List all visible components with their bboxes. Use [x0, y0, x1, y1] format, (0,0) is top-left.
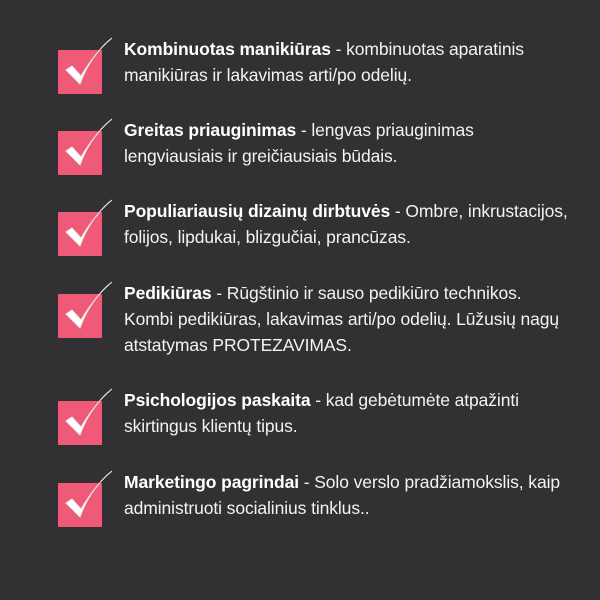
list-item-description: - Solo verslo pradžiamokslis, kaip administruoti socialinius tinklus..	[124, 472, 561, 518]
list-item	[58, 36, 578, 94]
list-item-title: Marketingo pagrindai	[124, 472, 299, 492]
list-item-text	[124, 280, 574, 358]
list-item-description: - Rūgštinio ir sauso pedikiūro technikos. Kombi pedikiūras, lakavimas arti/po odelių. Lūžusių nagų atstatymas PROTEZAVIMAS.	[124, 283, 560, 355]
list-item-text	[124, 469, 574, 521]
list-item-description: - kombinuotas aparatinis manikiūras ir lakavimas arti/po odelių.	[124, 39, 524, 85]
checkmark-icon	[60, 278, 118, 340]
checkbox-icon	[58, 483, 102, 527]
list-item-title: Populiariausių dizainų dirbtuvės	[124, 201, 391, 221]
checkmark-icon	[60, 34, 118, 96]
checkbox-icon	[58, 131, 102, 175]
list-item-description: - lengvas priauginimas lengviausiais ir greičiausiais būdais.	[124, 120, 474, 166]
list-item-text	[124, 198, 574, 250]
checkbox-icon	[58, 294, 102, 338]
list-item-title: Kombinuotas manikiūras	[124, 39, 331, 59]
checkbox-icon	[58, 212, 102, 256]
list-item-description: - kad gebėtumėte atpažinti skirtingus klientų tipus.	[124, 390, 519, 436]
checkmark-icon	[60, 385, 118, 447]
checkmark-icon	[60, 196, 118, 258]
list-item	[58, 387, 578, 445]
list-item-text	[124, 387, 574, 439]
list-item-text	[124, 36, 574, 88]
list-item	[58, 117, 578, 175]
checkbox-icon	[58, 401, 102, 445]
checkbox-icon	[58, 50, 102, 94]
list-item-title: Psichologijos paskaita	[124, 390, 311, 410]
list-item	[58, 469, 578, 527]
list-item-text	[124, 117, 574, 169]
list-item	[58, 280, 578, 358]
checkmark-icon	[60, 115, 118, 177]
list-item-title: Pedikiūras	[124, 283, 212, 303]
list-item-description: - Ombre, inkrustacijos, folijos, lipdukai, blizgučiai, prancūzas.	[124, 201, 568, 247]
list-item	[58, 198, 578, 256]
list-item-title: Greitas priauginimas	[124, 120, 297, 140]
checkmark-icon	[60, 467, 118, 529]
